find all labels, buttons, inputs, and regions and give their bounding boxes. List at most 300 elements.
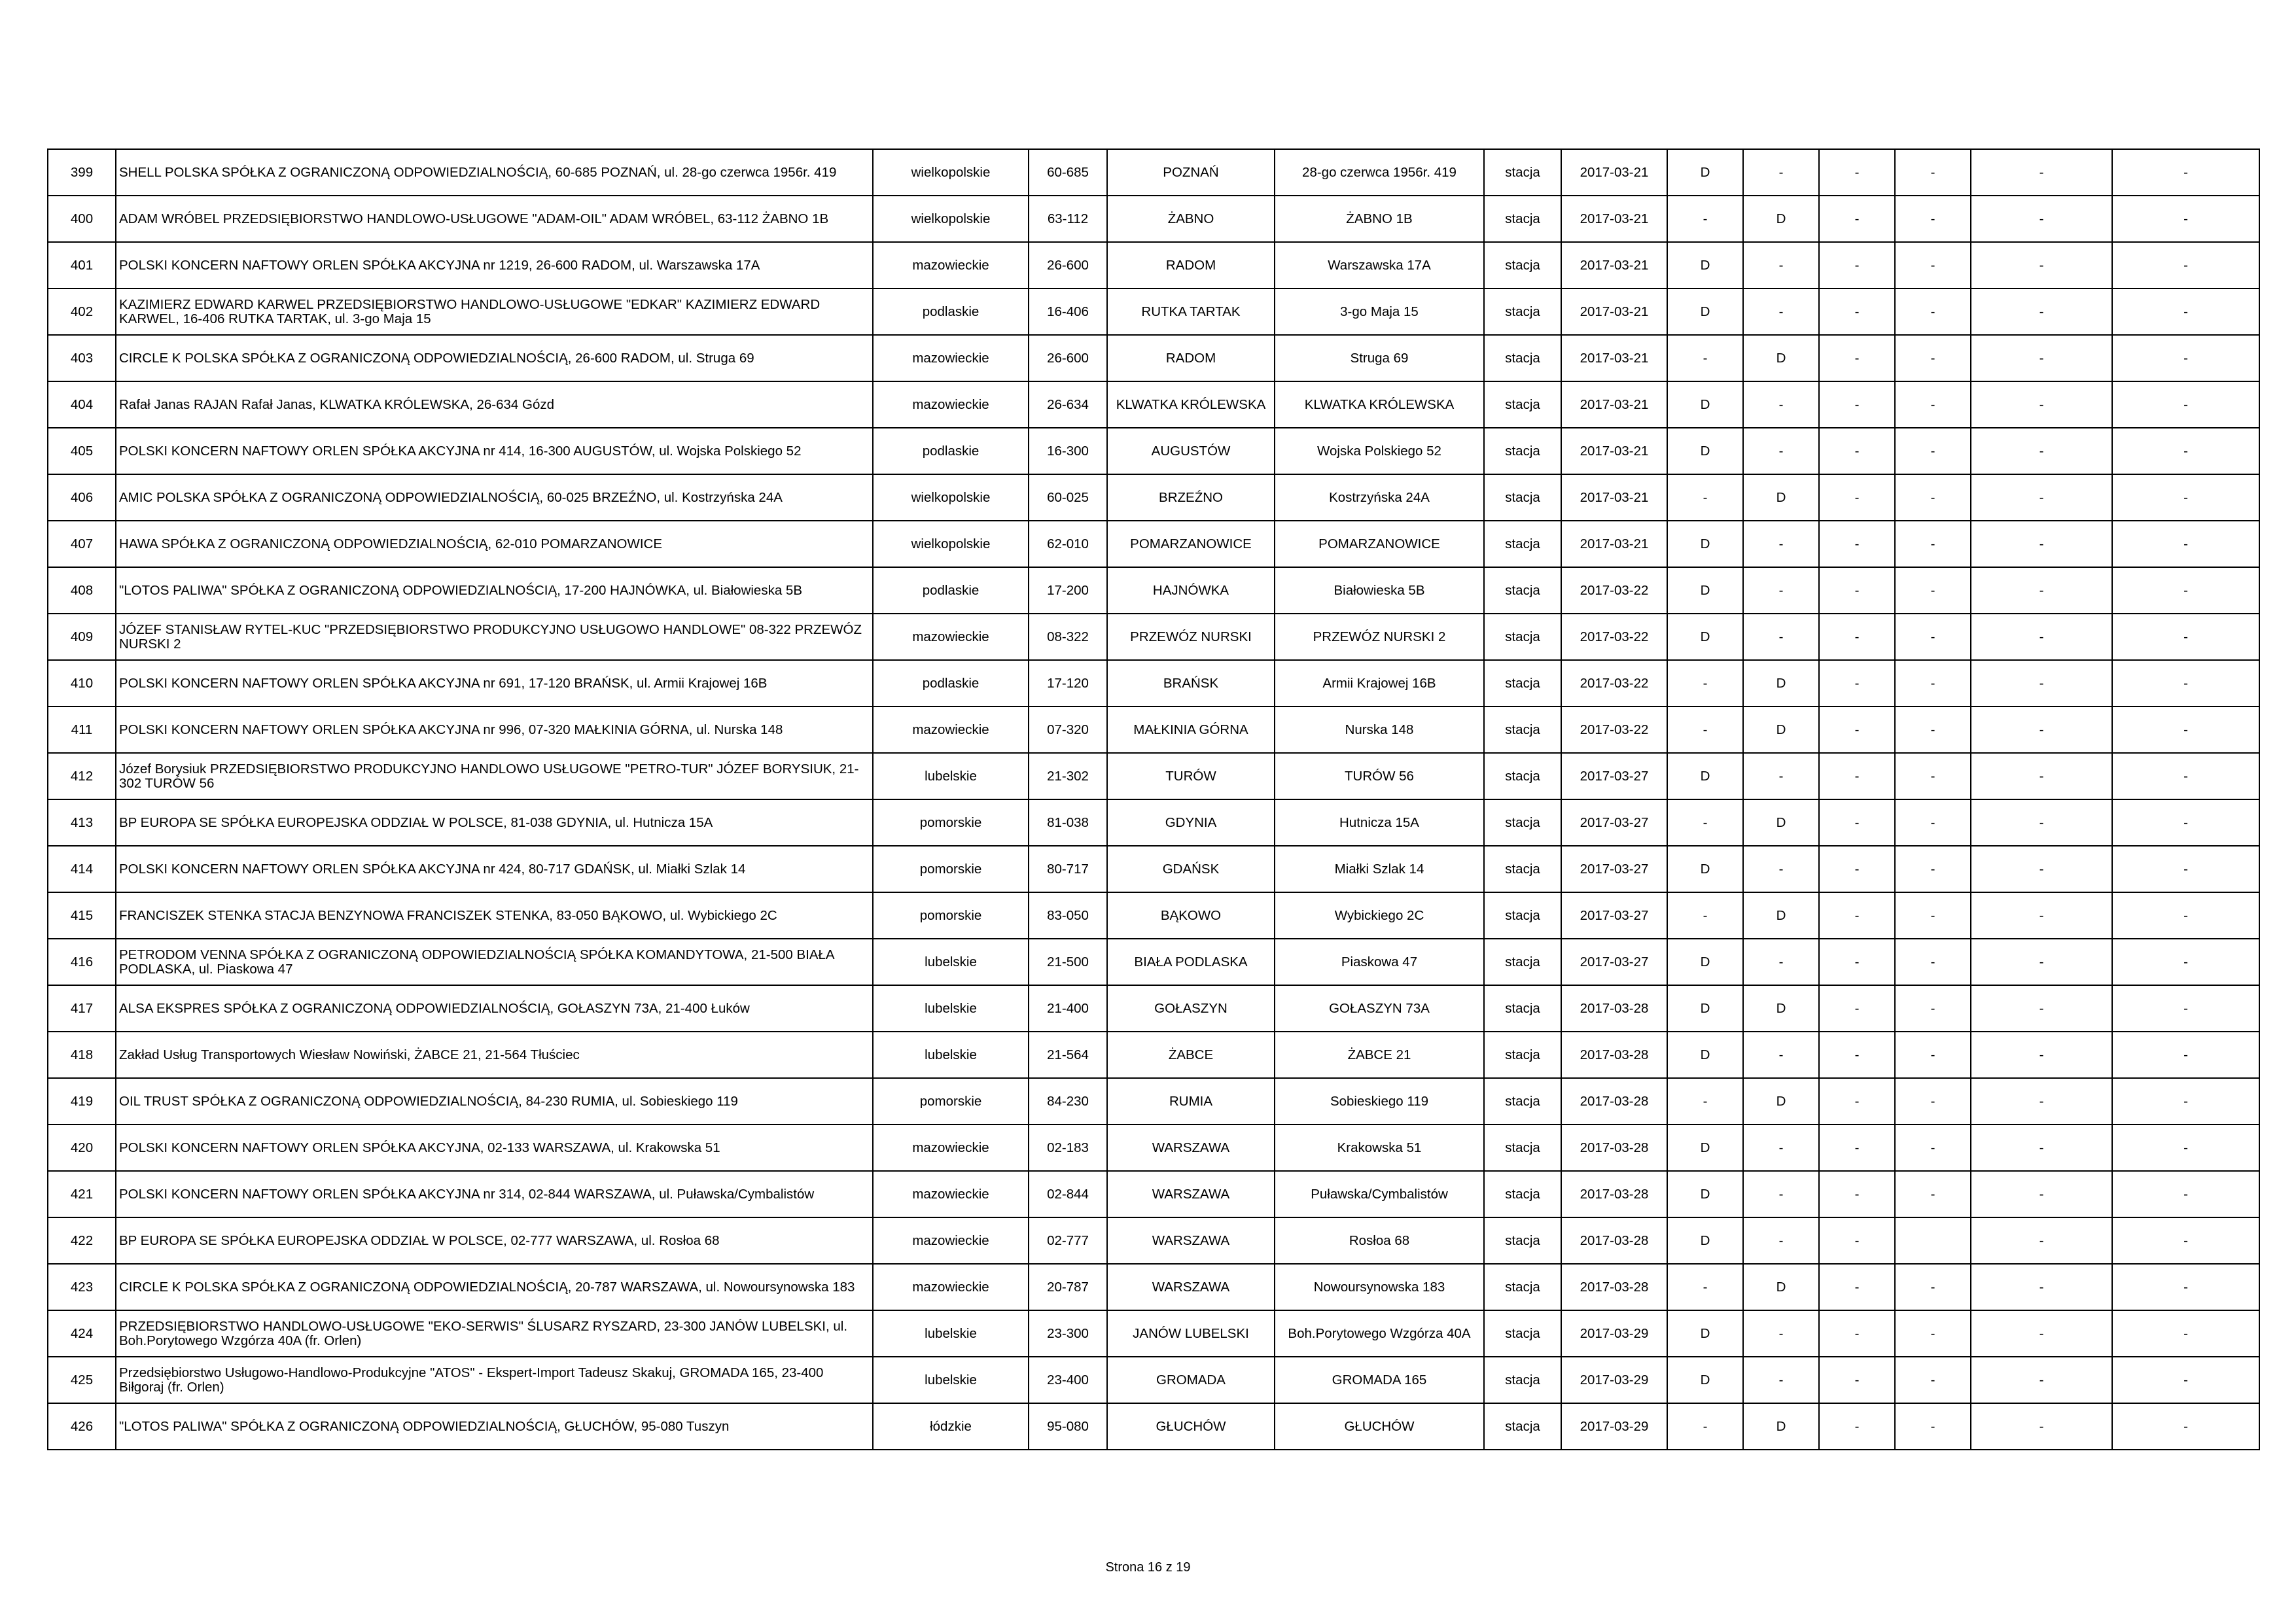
table-row [48, 939, 2259, 985]
facility-type-cell: stacja [1484, 474, 1561, 521]
table-row [48, 753, 2259, 799]
flag-2-cell: D [1743, 660, 1819, 707]
street-address-cell: Warszawska 17A [1275, 242, 1484, 288]
flag-4-cell [1895, 1217, 1971, 1264]
date-cell: 2017-03-27 [1561, 892, 1667, 939]
flag-1-cell: D [1667, 614, 1743, 660]
flag-1-cell: D [1667, 381, 1743, 428]
flag-1-cell: - [1667, 892, 1743, 939]
voivodeship-cell: lubelskie [873, 753, 1029, 799]
flag-2-cell: - [1743, 846, 1819, 892]
flag-4-cell: - [1895, 939, 1971, 985]
flag-6-cell: - [2112, 985, 2259, 1032]
flag-1-cell: D [1667, 939, 1743, 985]
locality-cell: BRAŃSK [1107, 660, 1275, 707]
postal-code-cell: 07-320 [1029, 707, 1107, 753]
street-address-cell: Nowoursynowska 183 [1275, 1264, 1484, 1310]
flag-6-cell: - [2112, 242, 2259, 288]
date-cell: 2017-03-28 [1561, 1264, 1667, 1310]
entity-name-address-cell: HAWA SPÓŁKA Z OGRANICZONĄ ODPOWIEDZIALNOŚCIĄ, 62-010 POMARZANOWICE [116, 521, 873, 567]
flag-5-cell: - [1971, 1078, 2112, 1125]
flag-4-cell: - [1895, 660, 1971, 707]
facility-type-cell: stacja [1484, 288, 1561, 335]
flag-6-cell: - [2112, 1403, 2259, 1450]
flag-2-cell: - [1743, 1357, 1819, 1403]
facility-type-cell: stacja [1484, 1357, 1561, 1403]
street-address-cell: GROMADA 165 [1275, 1357, 1484, 1403]
postal-code-cell: 21-400 [1029, 985, 1107, 1032]
flag-2-cell: D [1743, 1264, 1819, 1310]
entity-name-address-cell: ADAM WRÓBEL PRZEDSIĘBIORSTWO HANDLOWO-USŁUGOWE "ADAM-OIL" ADAM WRÓBEL, 63-112 ŻABNO 1B [116, 196, 873, 242]
voivodeship-cell: pomorskie [873, 799, 1029, 846]
date-cell: 2017-03-28 [1561, 1171, 1667, 1217]
facility-type-cell: stacja [1484, 1032, 1561, 1078]
locality-cell: WARSZAWA [1107, 1217, 1275, 1264]
voivodeship-cell: lubelskie [873, 1310, 1029, 1357]
flag-4-cell: - [1895, 892, 1971, 939]
flag-6-cell: - [2112, 799, 2259, 846]
row-number-cell: 399 [48, 149, 116, 196]
flag-3-cell: - [1819, 1264, 1895, 1310]
flag-5-cell: - [1971, 799, 2112, 846]
entity-name-address-cell: FRANCISZEK STENKA STACJA BENZYNOWA FRANCISZEK STENKA, 83-050 BĄKOWO, ul. Wybickiego 2C [116, 892, 873, 939]
entity-name-address-cell: AMIC POLSKA SPÓŁKA Z OGRANICZONĄ ODPOWIEDZIALNOŚCIĄ, 60-025 BRZEŹNO, ul. Kostrzyńska 24A [116, 474, 873, 521]
table-row [48, 1357, 2259, 1403]
date-cell: 2017-03-27 [1561, 846, 1667, 892]
flag-1-cell: D [1667, 288, 1743, 335]
facility-type-cell: stacja [1484, 846, 1561, 892]
date-cell: 2017-03-21 [1561, 149, 1667, 196]
date-cell: 2017-03-22 [1561, 707, 1667, 753]
entity-name-address-cell: Przedsiębiorstwo Usługowo-Handlowo-Produkcyjne "ATOS" - Ekspert-Import Tadeusz Skakuj, GROMADA 165, 23-400 Biłgoraj (fr. Orlen) [116, 1357, 873, 1403]
voivodeship-cell: mazowieckie [873, 1264, 1029, 1310]
flag-3-cell: - [1819, 474, 1895, 521]
facility-type-cell: stacja [1484, 1171, 1561, 1217]
flag-4-cell: - [1895, 474, 1971, 521]
flag-1-cell: D [1667, 149, 1743, 196]
postal-code-cell: 23-400 [1029, 1357, 1107, 1403]
flag-3-cell: - [1819, 1403, 1895, 1450]
postal-code-cell: 60-025 [1029, 474, 1107, 521]
flag-1-cell: D [1667, 753, 1743, 799]
street-address-cell: GŁUCHÓW [1275, 1403, 1484, 1450]
flag-5-cell: - [1971, 846, 2112, 892]
flag-4-cell: - [1895, 753, 1971, 799]
street-address-cell: Armii Krajowej 16B [1275, 660, 1484, 707]
date-cell: 2017-03-29 [1561, 1357, 1667, 1403]
postal-code-cell: 16-300 [1029, 428, 1107, 474]
flag-3-cell: - [1819, 521, 1895, 567]
postal-code-cell: 21-500 [1029, 939, 1107, 985]
row-number-cell: 402 [48, 288, 116, 335]
flag-5-cell: - [1971, 753, 2112, 799]
flag-4-cell: - [1895, 799, 1971, 846]
street-address-cell: ŻABCE 21 [1275, 1032, 1484, 1078]
flag-1-cell: D [1667, 1217, 1743, 1264]
voivodeship-cell: wielkopolskie [873, 149, 1029, 196]
flag-5-cell: - [1971, 985, 2112, 1032]
flag-5-cell: - [1971, 1403, 2112, 1450]
voivodeship-cell: pomorskie [873, 846, 1029, 892]
table-row [48, 1310, 2259, 1357]
postal-code-cell: 17-200 [1029, 567, 1107, 614]
voivodeship-cell: mazowieckie [873, 242, 1029, 288]
entity-name-address-cell: POLSKI KONCERN NAFTOWY ORLEN SPÓŁKA AKCYJNA nr 996, 07-320 MAŁKINIA GÓRNA, ul. Nurska 148 [116, 707, 873, 753]
locality-cell: MAŁKINIA GÓRNA [1107, 707, 1275, 753]
locality-cell: BRZEŹNO [1107, 474, 1275, 521]
flag-2-cell: - [1743, 1171, 1819, 1217]
flag-5-cell: - [1971, 1357, 2112, 1403]
postal-code-cell: 02-183 [1029, 1125, 1107, 1171]
voivodeship-cell: pomorskie [873, 892, 1029, 939]
table-row [48, 1078, 2259, 1125]
flag-4-cell: - [1895, 335, 1971, 381]
date-cell: 2017-03-28 [1561, 1125, 1667, 1171]
street-address-cell: Puławska/Cymbalistów [1275, 1171, 1484, 1217]
entity-name-address-cell: PETRODOM VENNA SPÓŁKA Z OGRANICZONĄ ODPOWIEDZIALNOŚCIĄ SPÓŁKA KOMANDYTOWA, 21-500 BIAŁA PODLASKA, ul. Piaskowa 47 [116, 939, 873, 985]
flag-1-cell: - [1667, 474, 1743, 521]
flag-2-cell: - [1743, 1125, 1819, 1171]
flag-5-cell: - [1971, 1310, 2112, 1357]
flag-6-cell: - [2112, 707, 2259, 753]
flag-6-cell: - [2112, 381, 2259, 428]
date-cell: 2017-03-22 [1561, 567, 1667, 614]
facility-type-cell: stacja [1484, 985, 1561, 1032]
flag-1-cell: - [1667, 660, 1743, 707]
row-number-cell: 420 [48, 1125, 116, 1171]
entity-name-address-cell: ALSA EKSPRES SPÓŁKA Z OGRANICZONĄ ODPOWIEDZIALNOŚCIĄ, GOŁASZYN 73A, 21-400 Łuków [116, 985, 873, 1032]
row-number-cell: 409 [48, 614, 116, 660]
date-cell: 2017-03-21 [1561, 428, 1667, 474]
locality-cell: GDAŃSK [1107, 846, 1275, 892]
flag-2-cell: D [1743, 474, 1819, 521]
flag-2-cell: D [1743, 1403, 1819, 1450]
street-address-cell: Białowieska 5B [1275, 567, 1484, 614]
table-row [48, 242, 2259, 288]
row-number-cell: 422 [48, 1217, 116, 1264]
facility-type-cell: stacja [1484, 196, 1561, 242]
flag-4-cell: - [1895, 242, 1971, 288]
flag-6-cell: - [2112, 753, 2259, 799]
row-number-cell: 414 [48, 846, 116, 892]
postal-code-cell: 02-844 [1029, 1171, 1107, 1217]
postal-code-cell: 83-050 [1029, 892, 1107, 939]
street-address-cell: Wybickiego 2C [1275, 892, 1484, 939]
flag-6-cell: - [2112, 660, 2259, 707]
row-number-cell: 411 [48, 707, 116, 753]
voivodeship-cell: podlaskie [873, 660, 1029, 707]
locality-cell: KLWATKA KRÓLEWSKA [1107, 381, 1275, 428]
street-address-cell: Miałki Szlak 14 [1275, 846, 1484, 892]
street-address-cell: Struga 69 [1275, 335, 1484, 381]
row-number-cell: 415 [48, 892, 116, 939]
street-address-cell: 3-go Maja 15 [1275, 288, 1484, 335]
flag-4-cell: - [1895, 149, 1971, 196]
flag-5-cell: - [1971, 521, 2112, 567]
flag-1-cell: D [1667, 1310, 1743, 1357]
locality-cell: ŻABNO [1107, 196, 1275, 242]
table-row [48, 1264, 2259, 1310]
voivodeship-cell: lubelskie [873, 1032, 1029, 1078]
locality-cell: GDYNIA [1107, 799, 1275, 846]
voivodeship-cell: podlaskie [873, 428, 1029, 474]
flag-4-cell: - [1895, 1357, 1971, 1403]
locality-cell: BĄKOWO [1107, 892, 1275, 939]
row-number-cell: 421 [48, 1171, 116, 1217]
postal-code-cell: 20-787 [1029, 1264, 1107, 1310]
flag-6-cell: - [2112, 1032, 2259, 1078]
street-address-cell: PRZEWÓZ NURSKI 2 [1275, 614, 1484, 660]
locality-cell: GROMADA [1107, 1357, 1275, 1403]
entity-name-address-cell: BP EUROPA SE SPÓŁKA EUROPEJSKA ODDZIAŁ W POLSCE, 02-777 WARSZAWA, ul. Rosłoa 68 [116, 1217, 873, 1264]
table-row [48, 614, 2259, 660]
voivodeship-cell: podlaskie [873, 288, 1029, 335]
facility-type-cell: stacja [1484, 799, 1561, 846]
street-address-cell: GOŁASZYN 73A [1275, 985, 1484, 1032]
flag-5-cell: - [1971, 939, 2112, 985]
row-number-cell: 410 [48, 660, 116, 707]
table-row [48, 521, 2259, 567]
postal-code-cell: 21-302 [1029, 753, 1107, 799]
street-address-cell: Hutnicza 15A [1275, 799, 1484, 846]
entity-name-address-cell: POLSKI KONCERN NAFTOWY ORLEN SPÓŁKA AKCYJNA nr 414, 16-300 AUGUSTÓW, ul. Wojska Polskiego 52 [116, 428, 873, 474]
flag-3-cell: - [1819, 1125, 1895, 1171]
flag-4-cell: - [1895, 521, 1971, 567]
flag-5-cell: - [1971, 614, 2112, 660]
flag-6-cell: - [2112, 1357, 2259, 1403]
voivodeship-cell: lubelskie [873, 985, 1029, 1032]
voivodeship-cell: wielkopolskie [873, 196, 1029, 242]
row-number-cell: 408 [48, 567, 116, 614]
voivodeship-cell: mazowieckie [873, 335, 1029, 381]
facility-type-cell: stacja [1484, 567, 1561, 614]
flag-4-cell: - [1895, 985, 1971, 1032]
flag-3-cell: - [1819, 753, 1895, 799]
row-number-cell: 406 [48, 474, 116, 521]
flag-1-cell: - [1667, 196, 1743, 242]
date-cell: 2017-03-28 [1561, 1217, 1667, 1264]
facility-type-cell: stacja [1484, 614, 1561, 660]
flag-5-cell: - [1971, 196, 2112, 242]
flag-5-cell: - [1971, 335, 2112, 381]
postal-code-cell: 63-112 [1029, 196, 1107, 242]
street-address-cell: Nurska 148 [1275, 707, 1484, 753]
flag-6-cell: - [2112, 521, 2259, 567]
date-cell: 2017-03-21 [1561, 242, 1667, 288]
flag-6-cell: - [2112, 149, 2259, 196]
locality-cell: WARSZAWA [1107, 1171, 1275, 1217]
date-cell: 2017-03-21 [1561, 474, 1667, 521]
flag-6-cell: - [2112, 1264, 2259, 1310]
date-cell: 2017-03-21 [1561, 381, 1667, 428]
table-row [48, 288, 2259, 335]
street-address-cell: Sobieskiego 119 [1275, 1078, 1484, 1125]
entity-name-address-cell: POLSKI KONCERN NAFTOWY ORLEN SPÓŁKA AKCYJNA, 02-133 WARSZAWA, ul. Krakowska 51 [116, 1125, 873, 1171]
flag-6-cell: - [2112, 892, 2259, 939]
locality-cell: JANÓW LUBELSKI [1107, 1310, 1275, 1357]
date-cell: 2017-03-21 [1561, 521, 1667, 567]
row-number-cell: 404 [48, 381, 116, 428]
entity-name-address-cell: OIL TRUST SPÓŁKA Z OGRANICZONĄ ODPOWIEDZIALNOŚCIĄ, 84-230 RUMIA, ul. Sobieskiego 119 [116, 1078, 873, 1125]
flag-5-cell: - [1971, 428, 2112, 474]
flag-3-cell: - [1819, 381, 1895, 428]
flag-2-cell: D [1743, 799, 1819, 846]
flag-3-cell: - [1819, 335, 1895, 381]
flag-4-cell: - [1895, 1078, 1971, 1125]
locality-cell: PRZEWÓZ NURSKI [1107, 614, 1275, 660]
facility-type-cell: stacja [1484, 753, 1561, 799]
entity-name-address-cell: CIRCLE K POLSKA SPÓŁKA Z OGRANICZONĄ ODPOWIEDZIALNOŚCIĄ, 26-600 RADOM, ul. Struga 69 [116, 335, 873, 381]
flag-3-cell: - [1819, 1310, 1895, 1357]
flag-4-cell: - [1895, 288, 1971, 335]
postal-code-cell: 16-406 [1029, 288, 1107, 335]
flag-2-cell: - [1743, 614, 1819, 660]
flag-2-cell: D [1743, 892, 1819, 939]
entity-name-address-cell: SHELL POLSKA SPÓŁKA Z OGRANICZONĄ ODPOWIEDZIALNOŚCIĄ, 60-685 POZNAŃ, ul. 28-go czerwca 1956r. 419 [116, 149, 873, 196]
table-row [48, 1171, 2259, 1217]
flag-2-cell: - [1743, 288, 1819, 335]
entity-name-address-cell: "LOTOS PALIWA" SPÓŁKA Z OGRANICZONĄ ODPOWIEDZIALNOŚCIĄ, 17-200 HAJNÓWKA, ul. Białowieska 5B [116, 567, 873, 614]
table-row [48, 892, 2259, 939]
row-number-cell: 407 [48, 521, 116, 567]
flag-4-cell: - [1895, 1032, 1971, 1078]
row-number-cell: 400 [48, 196, 116, 242]
facility-type-cell: stacja [1484, 381, 1561, 428]
flag-6-cell: - [2112, 1310, 2259, 1357]
flag-5-cell: - [1971, 892, 2112, 939]
date-cell: 2017-03-22 [1561, 614, 1667, 660]
entity-name-address-cell: Józef Borysiuk PRZEDSIĘBIORSTWO PRODUKCYJNO HANDLOWO USŁUGOWE "PETRO-TUR" JÓZEF BORYSIUK, 21-302 TURÓW 56 [116, 753, 873, 799]
locality-cell: WARSZAWA [1107, 1264, 1275, 1310]
flag-1-cell: D [1667, 521, 1743, 567]
flag-1-cell: D [1667, 428, 1743, 474]
date-cell: 2017-03-27 [1561, 753, 1667, 799]
table-row [48, 196, 2259, 242]
flag-5-cell: - [1971, 149, 2112, 196]
row-number-cell: 426 [48, 1403, 116, 1450]
flag-6-cell: - [2112, 474, 2259, 521]
voivodeship-cell: lubelskie [873, 1357, 1029, 1403]
locality-cell: RUTKA TARTAK [1107, 288, 1275, 335]
flag-3-cell: - [1819, 707, 1895, 753]
postal-code-cell: 17-120 [1029, 660, 1107, 707]
row-number-cell: 416 [48, 939, 116, 985]
flag-1-cell: D [1667, 1171, 1743, 1217]
flag-3-cell: - [1819, 149, 1895, 196]
flag-5-cell: - [1971, 1217, 2112, 1264]
street-address-cell: Rosłoa 68 [1275, 1217, 1484, 1264]
entity-name-address-cell: "LOTOS PALIWA" SPÓŁKA Z OGRANICZONĄ ODPOWIEDZIALNOŚCIĄ, GŁUCHÓW, 95-080 Tuszyn [116, 1403, 873, 1450]
flag-3-cell: - [1819, 428, 1895, 474]
facility-type-cell: stacja [1484, 1078, 1561, 1125]
flag-3-cell: - [1819, 1032, 1895, 1078]
flag-4-cell: - [1895, 846, 1971, 892]
facility-type-cell: stacja [1484, 1125, 1561, 1171]
flag-4-cell: - [1895, 614, 1971, 660]
flag-4-cell: - [1895, 1125, 1971, 1171]
facility-type-cell: stacja [1484, 1217, 1561, 1264]
table-row [48, 1032, 2259, 1078]
entity-name-address-cell: Zakład Usług Transportowych Wiesław Nowiński, ŻABCE 21, 21-564 Tłuściec [116, 1032, 873, 1078]
date-cell: 2017-03-28 [1561, 1032, 1667, 1078]
flag-5-cell: - [1971, 707, 2112, 753]
postal-code-cell: 26-600 [1029, 335, 1107, 381]
flag-1-cell: D [1667, 985, 1743, 1032]
postal-code-cell: 26-634 [1029, 381, 1107, 428]
flag-3-cell: - [1819, 242, 1895, 288]
street-address-cell: Boh.Porytowego Wzgórza 40A [1275, 1310, 1484, 1357]
date-cell: 2017-03-28 [1561, 985, 1667, 1032]
flag-2-cell: - [1743, 1310, 1819, 1357]
flag-2-cell: - [1743, 567, 1819, 614]
date-cell: 2017-03-29 [1561, 1403, 1667, 1450]
row-number-cell: 425 [48, 1357, 116, 1403]
date-cell: 2017-03-28 [1561, 1078, 1667, 1125]
flag-2-cell: D [1743, 707, 1819, 753]
flag-3-cell: - [1819, 660, 1895, 707]
voivodeship-cell: łódzkie [873, 1403, 1029, 1450]
date-cell: 2017-03-21 [1561, 196, 1667, 242]
voivodeship-cell: wielkopolskie [873, 521, 1029, 567]
flag-6-cell: - [2112, 196, 2259, 242]
locality-cell: POMARZANOWICE [1107, 521, 1275, 567]
flag-2-cell: - [1743, 1217, 1819, 1264]
locality-cell: GŁUCHÓW [1107, 1403, 1275, 1450]
entity-name-address-cell: JÓZEF STANISŁAW RYTEL-KUC "PRZEDSIĘBIORSTWO PRODUKCYJNO USŁUGOWO HANDLOWE" 08-322 PRZEWÓZ NURSKI 2 [116, 614, 873, 660]
street-address-cell: 28-go czerwca 1956r. 419 [1275, 149, 1484, 196]
flag-2-cell: - [1743, 149, 1819, 196]
flag-6-cell: - [2112, 939, 2259, 985]
flag-6-cell: - [2112, 288, 2259, 335]
flag-3-cell: - [1819, 1357, 1895, 1403]
flag-6-cell: - [2112, 1125, 2259, 1171]
flag-6-cell: - [2112, 846, 2259, 892]
flag-2-cell: - [1743, 1032, 1819, 1078]
locality-cell: RUMIA [1107, 1078, 1275, 1125]
flag-2-cell: - [1743, 753, 1819, 799]
table-row [48, 474, 2259, 521]
table-row [48, 799, 2259, 846]
flag-3-cell: - [1819, 1078, 1895, 1125]
entity-name-address-cell: POLSKI KONCERN NAFTOWY ORLEN SPÓŁKA AKCYJNA nr 314, 02-844 WARSZAWA, ul. Puławska/Cymbalistów [116, 1171, 873, 1217]
postal-code-cell: 80-717 [1029, 846, 1107, 892]
facility-type-cell: stacja [1484, 521, 1561, 567]
postal-code-cell: 21-564 [1029, 1032, 1107, 1078]
date-cell: 2017-03-27 [1561, 939, 1667, 985]
locality-cell: HAJNÓWKA [1107, 567, 1275, 614]
entity-name-address-cell: POLSKI KONCERN NAFTOWY ORLEN SPÓŁKA AKCYJNA nr 1219, 26-600 RADOM, ul. Warszawska 17A [116, 242, 873, 288]
voivodeship-cell: mazowieckie [873, 1217, 1029, 1264]
facility-type-cell: stacja [1484, 1403, 1561, 1450]
table-row [48, 846, 2259, 892]
flag-6-cell: - [2112, 567, 2259, 614]
entity-name-address-cell: POLSKI KONCERN NAFTOWY ORLEN SPÓŁKA AKCYJNA nr 424, 80-717 GDAŃSK, ul. Miałki Szlak 14 [116, 846, 873, 892]
facility-type-cell: stacja [1484, 242, 1561, 288]
row-number-cell: 417 [48, 985, 116, 1032]
locality-cell: POZNAŃ [1107, 149, 1275, 196]
row-number-cell: 419 [48, 1078, 116, 1125]
facility-type-cell: stacja [1484, 892, 1561, 939]
flag-2-cell: D [1743, 335, 1819, 381]
facility-type-cell: stacja [1484, 428, 1561, 474]
postal-code-cell: 81-038 [1029, 799, 1107, 846]
date-cell: 2017-03-22 [1561, 660, 1667, 707]
locality-cell: AUGUSTÓW [1107, 428, 1275, 474]
street-address-cell: Piaskowa 47 [1275, 939, 1484, 985]
table-row [48, 660, 2259, 707]
postal-code-cell: 23-300 [1029, 1310, 1107, 1357]
flag-1-cell: D [1667, 1357, 1743, 1403]
